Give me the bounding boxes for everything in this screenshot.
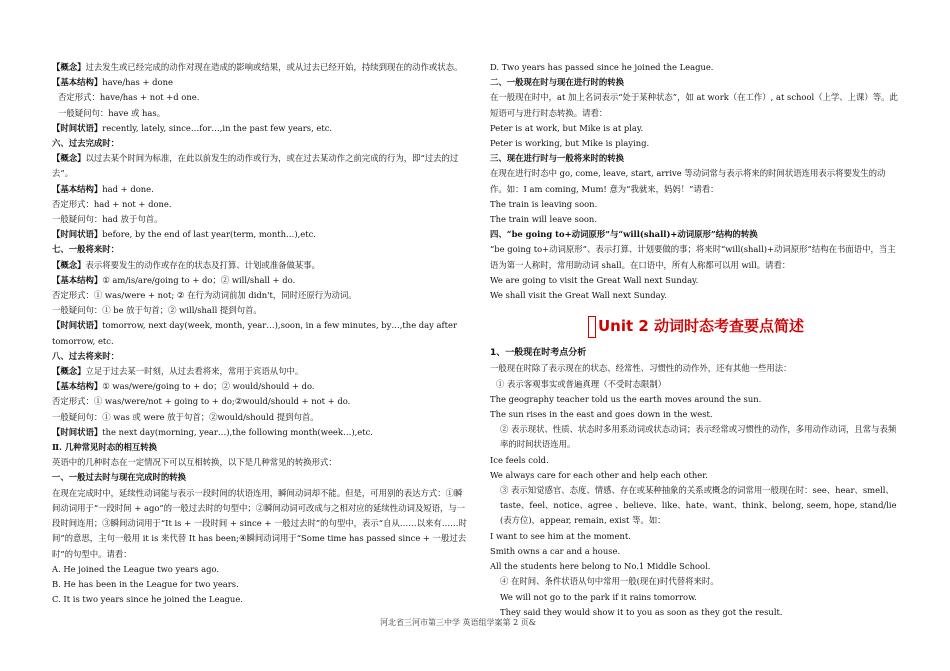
paragraph: [490, 60, 902, 75]
paragraph: [490, 559, 902, 574]
right-bottom-block: [490, 361, 902, 619]
paragraph: [52, 227, 470, 242]
label: Ⅱ. 几种常见时态的相互转换: [52, 442, 158, 453]
paragraph: [490, 574, 902, 589]
paragraph: [490, 288, 902, 303]
paragraph-text: A. He joined the League two years ago.: [52, 563, 220, 574]
paragraph: [52, 394, 470, 409]
paragraph-text: 一般疑问句：have 或 has。: [58, 107, 166, 118]
label: 【时间状语】: [52, 229, 103, 240]
paragraph-text: tomorrow, next day(week, month, year…),soon, in a few minutes, by…,the day after tomorrow, etc.: [52, 320, 457, 346]
paragraph-text: 否定形式：had + not + done.: [52, 198, 172, 209]
paragraph-text: had + done.: [102, 183, 154, 194]
label: 【基本结构】: [52, 274, 103, 285]
paragraph-text: ① was/were/going to + do；② would/should + do.: [102, 381, 315, 392]
paragraph-text: We always care for each other and help each other.: [490, 469, 708, 480]
paragraph: [490, 453, 902, 468]
paragraph-text: “be going to+动词原形”、表示打算、计划要做的事；将来时“will(shall)+动词原形”结构在书面语中，当主语为第一人称时，常用助动词 shall。在口语中，所有人称都可以用 will。请看：: [490, 244, 896, 270]
paragraph-text: 在一般现在时中，at 加上名词表示“处于某种状态”，如 at work（在工作）, at school（上学、上课）等。此短语可与进行时态转换。请看：: [490, 92, 898, 118]
paragraph-text: C. It is two years since he joined the League.: [52, 594, 243, 605]
paragraph: [490, 392, 902, 407]
page-footer: 河北省三河市第三中学 英语组学案第 2 页&: [380, 618, 536, 627]
label: 【基本结构】: [52, 183, 103, 194]
paragraph-text: 英语中的几种时态在一定情况下可以互相转换，以下是几种常见的转换形式：: [52, 457, 337, 468]
left-column: [52, 60, 470, 607]
section-title: 1、一般现在时考点分析: [490, 348, 587, 359]
paragraph: [52, 455, 470, 470]
paragraph: [52, 470, 470, 485]
paragraph-text: Peter is at work, but Mike is at play.: [490, 122, 644, 133]
paragraph-text: ② 表示现状、性质、状态时多用系动词或状态动词；表示经常或习惯性的动作，多用动作动词，且常与表频率的时间状语连用。: [500, 424, 897, 450]
paragraph: [490, 361, 902, 376]
title-marker-icon: [588, 316, 596, 338]
label: 六、过去完成时：: [52, 138, 119, 149]
label: 八、过去将来时：: [52, 350, 119, 361]
paragraph: [490, 468, 902, 483]
paragraph: [52, 75, 470, 90]
paragraph: [52, 425, 470, 440]
paragraph-text: ④ 在时间、条件状语从句中常用一般(现在)时代替将来时。: [500, 576, 719, 587]
paragraph: [490, 75, 902, 90]
paragraph-text: They said they would show it to you as soon as they got the result.: [500, 606, 783, 617]
paragraph-text: the next day(morning, year…),the following month(week…),etc.: [102, 426, 373, 437]
paragraph-text: We shall visit the Great Wall next Sunday.: [490, 290, 667, 301]
unit-title: [490, 306, 902, 346]
paragraph: [490, 227, 902, 242]
paragraph-text: 立足于过去某一时刻，从过去看将来，常用于宾语从句中。: [85, 366, 304, 377]
label: 【时间状语】: [52, 122, 103, 133]
paragraph-text: before, by the end of last year(term, month…),etc.: [102, 229, 316, 240]
paragraph-text: Ice feels cold.: [490, 454, 549, 465]
paragraph: [52, 197, 470, 212]
paragraph: [52, 212, 470, 227]
paragraph: [52, 136, 470, 151]
paragraph-text: ① am/is/are/going to + do；② will/shall + do.: [102, 274, 296, 285]
paragraph-text: 以过去某个时间为标准，在此以前发生的动作或行为，或在过去某动作之前完成的行为，即“过去的过去”。: [52, 153, 459, 179]
paragraph-text: We will not go to the park if it rains tomorrow.: [500, 591, 697, 602]
paragraph-text: 过去发生或已经完成的动作对现在造成的影响或结果，或从过去已经开始，持续到现在的动作或状态。: [85, 62, 463, 72]
paragraph-text: 在现在完成时中，延续性动词能与表示一段时间的状语连用，瞬间动词却不能。但是，可用别的表达方式：①瞬间动词用于“一段时间 + ago”的一般过去时的句型中；②瞬间动词可改成与之相对应的延续性动词及短语，与一段时间连用；③瞬间动词用于“It is + 一段时间 + since + 一般过去时”的句型中，表示“自从……以来有……时间”的意思，主句一般用 it is 来代替 It has been;④瞬间动词用于“Some time has passed since + 一般过去时”的句型中。请看：: [52, 487, 467, 559]
paragraph-text: Peter is working, but Mike is playing.: [490, 138, 650, 149]
paragraph: [52, 182, 470, 197]
paragraph: [52, 486, 470, 562]
paragraph-text: 一般疑问句：had 放于句首。: [52, 214, 163, 225]
paragraph: [52, 303, 470, 318]
label: 【概念】: [52, 366, 86, 377]
paragraph: [52, 151, 470, 181]
paragraph: [490, 166, 902, 196]
paragraph-text: ① 表示客观事实或普遍真理（不受时态限制）: [496, 378, 667, 389]
paragraph-text: Smith owns a car and a house.: [490, 545, 621, 556]
label: 【概念】: [52, 259, 86, 270]
paragraph: [52, 318, 470, 348]
paragraph-text: I want to see him at the moment.: [490, 530, 631, 541]
paragraph: [490, 242, 902, 272]
paragraph: [52, 577, 470, 592]
label: 二、一般现在时与现在进行时的转换: [490, 77, 624, 88]
paragraph-text: The sun rises in the east and goes down in the west.: [490, 409, 713, 420]
paragraph-text: B. He has been in the League for two years.: [52, 578, 239, 589]
paragraph-text: 一般疑问句：① was 或 were 放于句首；②would/should 提到句首。: [52, 411, 319, 422]
right-top-block: [490, 60, 902, 303]
paragraph: [490, 151, 902, 166]
paragraph-text: The train will leave soon.: [490, 214, 597, 225]
label: 【基本结构】: [52, 77, 103, 88]
paragraph-text: 在现在进行时态中 go, come, leave, start, arrive 等动词常与表示将来的时间状语连用表示将要发生的动作。如：I am coming, Mum! 意为“我就来，妈妈！”请看：: [490, 168, 886, 194]
paragraph: [52, 106, 470, 121]
paragraph: [52, 90, 470, 105]
paragraph-text: The train is leaving soon.: [490, 198, 598, 209]
paragraph-text: have/has + done: [102, 77, 173, 88]
unit-title-text: Unit 2 动词时态考查要点简述: [597, 317, 805, 336]
paragraph: [490, 197, 902, 212]
paragraph: [52, 273, 470, 288]
label: 【概念】: [52, 153, 86, 164]
paragraph: [490, 529, 902, 544]
paragraph-text: 表示将要发生的动作或存在的状态及打算、计划或准备做某事。: [85, 259, 320, 270]
paragraph: [490, 136, 902, 151]
paragraph-text: 否定形式：① was/were/not + going to + do;②would/should + not + do.: [52, 396, 351, 407]
paragraph: [52, 562, 470, 577]
paragraph-text: D. Two years has passed since he joined the League.: [490, 62, 714, 72]
label: 四、“be going to+动词原形”与“will(shall)+动词原形”结构的转换: [490, 229, 758, 240]
label: 【概念】: [52, 62, 86, 72]
paragraph: [490, 90, 902, 120]
paragraph: [52, 349, 470, 364]
paragraph: [490, 121, 902, 136]
paragraph-text: 否定形式：have/has + not +d one.: [58, 92, 200, 103]
label: 【时间状语】: [52, 320, 103, 331]
paragraph: [490, 590, 902, 605]
paragraph-text: recently, lately, since…for…,in the past few years, etc.: [102, 122, 333, 133]
paragraph-text: 一般现在时除了表示现在的状态、经常性、习惯性的动作外，还有其他一些用法：: [490, 363, 792, 374]
paragraph: [490, 273, 902, 288]
paragraph: [490, 407, 902, 422]
label: 七、一般将来时：: [52, 244, 119, 255]
paragraph: [52, 121, 470, 136]
paragraph: [52, 410, 470, 425]
right-column: [490, 60, 902, 620]
paragraph: [52, 60, 470, 75]
paragraph: [490, 377, 902, 392]
paragraph-text: ③ 表示知觉感官、态度、情感、存在或某种抽象的关系或概念的词常用一般现在时：see、hear、smell、taste、feel、notice、agree 、believe、like、hate、want、think、belong, seem, hope, stand/lie (表方位)，appear, remain, exist 等。如：: [500, 485, 897, 526]
paragraph: [52, 242, 470, 257]
label: 三、现在进行时与一般将来时的转换: [490, 153, 624, 164]
paragraph-text: 否定形式：① was/were + not; ② 在行为动词前加 didn't，同时还原行为动词。: [52, 290, 357, 301]
paragraph-text: The geography teacher told us the earth moves around the sun.: [490, 393, 762, 404]
paragraph: [490, 212, 902, 227]
paragraph: [52, 592, 470, 607]
paragraph: [52, 379, 470, 394]
paragraph: [490, 422, 902, 452]
label: 【时间状语】: [52, 426, 103, 437]
paragraph: [52, 440, 470, 455]
label: 一、一般过去时与现在完成时的转换: [52, 472, 186, 483]
paragraph-text: All the students here belong to No.1 Middle School.: [490, 561, 711, 572]
label: 【基本结构】: [52, 381, 103, 392]
paragraph: [52, 288, 470, 303]
paragraph: [490, 544, 902, 559]
paragraph-text: We are going to visit the Great Wall next Sunday.: [490, 274, 699, 285]
paragraph: [52, 258, 470, 273]
paragraph: [490, 483, 902, 529]
paragraph: [52, 364, 470, 379]
paragraph-text: 一般疑问句：① be 放于句首；② will/shall 提到句首。: [52, 305, 262, 316]
